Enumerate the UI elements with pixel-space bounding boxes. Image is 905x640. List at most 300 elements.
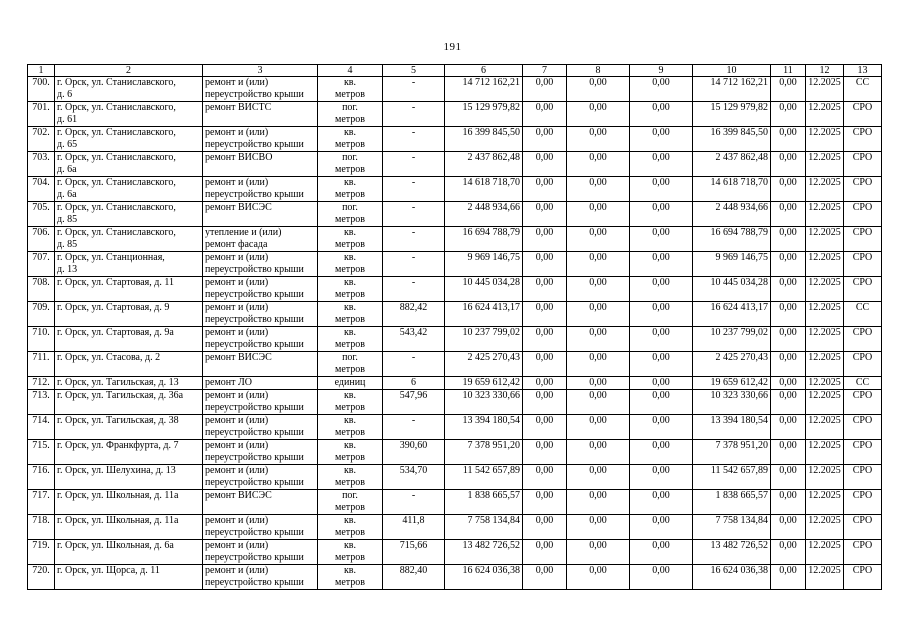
- unit-cell: [318, 377, 383, 390]
- address-cell: [55, 227, 203, 252]
- unit-cell: [318, 540, 383, 565]
- fund-cell-9: 0,00: [630, 152, 693, 177]
- work-type-cell: [203, 177, 318, 202]
- column-header: 13: [844, 65, 882, 77]
- table-row: [28, 127, 882, 152]
- fund-cell-7: 0,00: [523, 465, 567, 490]
- unit-cell: [318, 252, 383, 277]
- address-cell-line: г. Орск, ул. Шелухина, д. 13: [57, 465, 176, 476]
- address-cell: [55, 565, 203, 590]
- fund-cell-11: 0,00: [771, 277, 806, 302]
- work-type-cell-line: переустройство крыши: [205, 139, 304, 150]
- fund-type-cell: СРО: [844, 127, 882, 152]
- row-number-cell: 704.: [28, 177, 55, 202]
- table-row: [28, 302, 882, 327]
- unit-cell-line: единиц: [334, 377, 366, 388]
- unit-cell-line: пог.: [342, 102, 358, 113]
- work-type-cell-line: переустройство крыши: [205, 452, 304, 463]
- fund-cell-11: 0,00: [771, 202, 806, 227]
- unit-cell: [318, 202, 383, 227]
- row-number-cell: 700.: [28, 77, 55, 102]
- work-type-cell-line: переустройство крыши: [205, 477, 304, 488]
- total-cost-cell: 19 659 612,42: [445, 377, 523, 390]
- unit-cell-line: пог.: [342, 352, 358, 363]
- unit-cell: [318, 465, 383, 490]
- fund-cell-11: 0,00: [771, 390, 806, 415]
- work-type-cell: [203, 565, 318, 590]
- address-cell: [55, 127, 203, 152]
- work-type-cell: [203, 540, 318, 565]
- row-number-cell: 718.: [28, 515, 55, 540]
- quantity-cell: 543,42: [383, 327, 445, 352]
- address-cell-line: г. Орск, ул. Стасова, д. 2: [57, 352, 161, 363]
- work-type-cell: [203, 227, 318, 252]
- quantity-cell: -: [383, 202, 445, 227]
- work-type-cell-line: переустройство крыши: [205, 189, 304, 200]
- address-cell: [55, 152, 203, 177]
- address-cell-line: г. Орск, ул. Школьная, д. 11а: [57, 490, 179, 501]
- unit-cell: [318, 177, 383, 202]
- fund-cell-7: 0,00: [523, 377, 567, 390]
- address-cell-line: г. Орск, ул. Станиславского,: [57, 202, 176, 213]
- fund-cell-11: 0,00: [771, 415, 806, 440]
- work-type-cell: [203, 490, 318, 515]
- table-row: [28, 202, 882, 227]
- work-type-cell-line: ремонт ЛО: [205, 377, 252, 388]
- work-type-cell: [203, 252, 318, 277]
- work-type-cell: [203, 202, 318, 227]
- fund-cell-8: 0,00: [567, 127, 630, 152]
- fund-cell-8: 0,00: [567, 352, 630, 377]
- unit-cell-line: метров: [335, 477, 365, 488]
- total-cost-cell: 13 394 180,54: [445, 415, 523, 440]
- unit-cell: [318, 127, 383, 152]
- row-number-cell: 708.: [28, 277, 55, 302]
- table-row: [28, 77, 882, 102]
- fund-type-cell: СРО: [844, 415, 882, 440]
- work-type-cell-line: переустройство крыши: [205, 577, 304, 588]
- column-header: 8: [567, 65, 630, 77]
- fund-type-cell: СРО: [844, 277, 882, 302]
- fund-cell-9: 0,00: [630, 540, 693, 565]
- completion-date-cell: 12.2025: [806, 352, 844, 377]
- unit-cell-line: метров: [335, 552, 365, 563]
- fund-cell-11: 0,00: [771, 465, 806, 490]
- unit-cell: [318, 440, 383, 465]
- owner-funds-cell: 16 399 845,50: [693, 127, 771, 152]
- fund-cell-8: 0,00: [567, 277, 630, 302]
- completion-date-cell: 12.2025: [806, 565, 844, 590]
- column-header: 6: [445, 65, 523, 77]
- address-cell: [55, 177, 203, 202]
- work-type-cell-line: ремонт и (или): [205, 302, 269, 313]
- address-cell-line: г. Орск, ул. Стартовая, д. 9: [57, 302, 170, 313]
- fund-type-cell: СРО: [844, 327, 882, 352]
- table-row: [28, 490, 882, 515]
- work-type-cell: [203, 102, 318, 127]
- address-cell-line: д. 13: [57, 264, 78, 275]
- table-row: [28, 415, 882, 440]
- completion-date-cell: 12.2025: [806, 127, 844, 152]
- quantity-cell: 715,66: [383, 540, 445, 565]
- total-cost-cell: 10 445 034,28: [445, 277, 523, 302]
- work-type-cell-line: переустройство крыши: [205, 89, 304, 100]
- total-cost-cell: 2 437 862,48: [445, 152, 523, 177]
- fund-cell-8: 0,00: [567, 415, 630, 440]
- work-type-cell-line: ремонт и (или): [205, 440, 269, 451]
- table-row: [28, 102, 882, 127]
- row-number-cell: 711.: [28, 352, 55, 377]
- address-cell: [55, 440, 203, 465]
- column-header: 9: [630, 65, 693, 77]
- unit-cell-line: метров: [335, 339, 365, 350]
- row-number-cell: 709.: [28, 302, 55, 327]
- unit-cell: [318, 390, 383, 415]
- fund-cell-9: 0,00: [630, 352, 693, 377]
- table-row: [28, 327, 882, 352]
- unit-cell-line: кв.: [343, 415, 357, 426]
- quantity-cell: -: [383, 77, 445, 102]
- address-cell-line: г. Орск, ул. Станиславского,: [57, 152, 176, 163]
- unit-cell-line: кв.: [343, 227, 357, 238]
- owner-funds-cell: 14 712 162,21: [693, 77, 771, 102]
- unit-cell-line: кв.: [343, 252, 357, 263]
- work-type-cell: [203, 127, 318, 152]
- address-cell-line: г. Орск, ул. Стартовая, д. 11: [57, 277, 174, 288]
- total-cost-cell: 16 694 788,79: [445, 227, 523, 252]
- address-cell-line: г. Орск, ул. Станиславского,: [57, 227, 176, 238]
- work-type-cell: [203, 465, 318, 490]
- address-cell-line: г. Орск, ул. Станиславского,: [57, 77, 176, 88]
- unit-cell-line: кв.: [343, 390, 357, 401]
- quantity-cell: 547,96: [383, 390, 445, 415]
- row-number-cell: 715.: [28, 440, 55, 465]
- fund-cell-7: 0,00: [523, 102, 567, 127]
- unit-cell-line: кв.: [343, 177, 357, 188]
- unit-cell: [318, 102, 383, 127]
- row-number-cell: 717.: [28, 490, 55, 515]
- fund-cell-7: 0,00: [523, 277, 567, 302]
- fund-cell-11: 0,00: [771, 327, 806, 352]
- work-type-cell: [203, 415, 318, 440]
- work-type-cell: [203, 352, 318, 377]
- work-type-cell-line: ремонт и (или): [205, 515, 269, 526]
- unit-cell: [318, 515, 383, 540]
- quantity-cell: -: [383, 102, 445, 127]
- quantity-cell: -: [383, 415, 445, 440]
- unit-cell-line: метров: [335, 502, 365, 513]
- table-row: [28, 227, 882, 252]
- work-type-cell-line: переустройство крыши: [205, 314, 304, 325]
- owner-funds-cell: 16 624 036,38: [693, 565, 771, 590]
- table-row: [28, 515, 882, 540]
- fund-cell-8: 0,00: [567, 377, 630, 390]
- quantity-cell: -: [383, 227, 445, 252]
- unit-cell-line: метров: [335, 452, 365, 463]
- fund-type-cell: СРО: [844, 490, 882, 515]
- work-type-cell-line: ремонт и (или): [205, 177, 269, 188]
- unit-cell: [318, 277, 383, 302]
- table-row: [28, 540, 882, 565]
- unit-cell-line: метров: [335, 214, 365, 225]
- quantity-cell: -: [383, 277, 445, 302]
- fund-type-cell: СРО: [844, 177, 882, 202]
- fund-type-cell: СС: [844, 377, 882, 390]
- repair-schedule-table: [27, 64, 882, 590]
- quantity-cell: 411,8: [383, 515, 445, 540]
- address-cell: [55, 377, 203, 390]
- address-cell-line: г. Орск, ул. Станиславского,: [57, 127, 176, 138]
- fund-cell-11: 0,00: [771, 152, 806, 177]
- column-header: 3: [203, 65, 318, 77]
- fund-cell-8: 0,00: [567, 390, 630, 415]
- address-cell-line: г. Орск, ул. Щорса, д. 11: [57, 565, 160, 576]
- fund-cell-7: 0,00: [523, 540, 567, 565]
- owner-funds-cell: 19 659 612,42: [693, 377, 771, 390]
- fund-cell-11: 0,00: [771, 540, 806, 565]
- fund-cell-7: 0,00: [523, 227, 567, 252]
- completion-date-cell: 12.2025: [806, 540, 844, 565]
- unit-cell-line: метров: [335, 314, 365, 325]
- fund-cell-9: 0,00: [630, 377, 693, 390]
- total-cost-cell: 9 969 146,75: [445, 252, 523, 277]
- fund-cell-8: 0,00: [567, 490, 630, 515]
- fund-cell-7: 0,00: [523, 177, 567, 202]
- address-cell: [55, 77, 203, 102]
- fund-type-cell: СРО: [844, 227, 882, 252]
- fund-cell-11: 0,00: [771, 515, 806, 540]
- fund-type-cell: СРО: [844, 202, 882, 227]
- work-type-cell-line: утепление и (или): [205, 227, 282, 238]
- unit-cell-line: кв.: [343, 515, 357, 526]
- unit-cell-line: метров: [335, 402, 365, 413]
- fund-cell-7: 0,00: [523, 202, 567, 227]
- work-type-cell-line: ремонт ВИСВО: [205, 152, 273, 163]
- quantity-cell: -: [383, 352, 445, 377]
- unit-cell: [318, 327, 383, 352]
- total-cost-cell: 11 542 657,89: [445, 465, 523, 490]
- unit-cell-line: кв.: [343, 277, 357, 288]
- total-cost-cell: 7 378 951,20: [445, 440, 523, 465]
- owner-funds-cell: 10 237 799,02: [693, 327, 771, 352]
- fund-cell-11: 0,00: [771, 77, 806, 102]
- quantity-cell: 390,60: [383, 440, 445, 465]
- address-cell-line: г. Орск, ул. Школьная, д. 11а: [57, 515, 179, 526]
- work-type-cell-line: ремонт и (или): [205, 127, 269, 138]
- fund-cell-9: 0,00: [630, 302, 693, 327]
- work-type-cell: [203, 302, 318, 327]
- fund-cell-8: 0,00: [567, 327, 630, 352]
- row-number-cell: 710.: [28, 327, 55, 352]
- column-header: 4: [318, 65, 383, 77]
- owner-funds-cell: 16 694 788,79: [693, 227, 771, 252]
- unit-cell-line: кв.: [343, 565, 357, 576]
- quantity-cell: -: [383, 127, 445, 152]
- fund-cell-8: 0,00: [567, 177, 630, 202]
- fund-cell-7: 0,00: [523, 327, 567, 352]
- fund-cell-8: 0,00: [567, 152, 630, 177]
- unit-cell: [318, 77, 383, 102]
- fund-cell-11: 0,00: [771, 227, 806, 252]
- fund-cell-9: 0,00: [630, 465, 693, 490]
- work-type-cell-line: переустройство крыши: [205, 527, 304, 538]
- work-type-cell-line: ремонт ВИСЭС: [205, 352, 272, 363]
- address-cell: [55, 277, 203, 302]
- row-number-cell: 714.: [28, 415, 55, 440]
- total-cost-cell: 16 399 845,50: [445, 127, 523, 152]
- owner-funds-cell: 2 437 862,48: [693, 152, 771, 177]
- unit-cell-line: кв.: [343, 302, 357, 313]
- table-row: [28, 152, 882, 177]
- work-type-cell-line: ремонт фасада: [205, 239, 268, 250]
- fund-cell-11: 0,00: [771, 440, 806, 465]
- address-cell-line: д. 6: [57, 89, 73, 100]
- fund-cell-7: 0,00: [523, 415, 567, 440]
- fund-cell-9: 0,00: [630, 327, 693, 352]
- owner-funds-cell: 9 969 146,75: [693, 252, 771, 277]
- owner-funds-cell: 7 758 134,84: [693, 515, 771, 540]
- quantity-cell: 6: [383, 377, 445, 390]
- total-cost-cell: 2 448 934,66: [445, 202, 523, 227]
- table-row: [28, 252, 882, 277]
- fund-cell-7: 0,00: [523, 515, 567, 540]
- fund-cell-7: 0,00: [523, 252, 567, 277]
- fund-cell-7: 0,00: [523, 440, 567, 465]
- unit-cell: [318, 302, 383, 327]
- fund-cell-8: 0,00: [567, 465, 630, 490]
- completion-date-cell: 12.2025: [806, 202, 844, 227]
- fund-cell-9: 0,00: [630, 565, 693, 590]
- unit-cell: [318, 227, 383, 252]
- unit-cell-line: метров: [335, 139, 365, 150]
- address-cell-line: г. Орск, ул. Станционная,: [57, 252, 165, 263]
- fund-cell-8: 0,00: [567, 227, 630, 252]
- column-number-row: [28, 65, 882, 77]
- fund-cell-9: 0,00: [630, 127, 693, 152]
- work-type-cell-line: переустройство крыши: [205, 264, 304, 275]
- fund-type-cell: СРО: [844, 540, 882, 565]
- work-type-cell: [203, 377, 318, 390]
- fund-cell-8: 0,00: [567, 440, 630, 465]
- unit-cell-line: кв.: [343, 77, 357, 88]
- table-row: [28, 440, 882, 465]
- fund-cell-11: 0,00: [771, 565, 806, 590]
- column-header: 5: [383, 65, 445, 77]
- total-cost-cell: 7 758 134,84: [445, 515, 523, 540]
- work-type-cell: [203, 77, 318, 102]
- fund-cell-7: 0,00: [523, 127, 567, 152]
- fund-type-cell: СРО: [844, 565, 882, 590]
- owner-funds-cell: 15 129 979,82: [693, 102, 771, 127]
- completion-date-cell: 12.2025: [806, 327, 844, 352]
- address-cell: [55, 327, 203, 352]
- fund-type-cell: СРО: [844, 440, 882, 465]
- address-cell: [55, 465, 203, 490]
- address-cell-line: г. Орск, ул. Станиславского,: [57, 102, 176, 113]
- fund-cell-9: 0,00: [630, 102, 693, 127]
- total-cost-cell: 1 838 665,57: [445, 490, 523, 515]
- unit-cell: [318, 565, 383, 590]
- completion-date-cell: 12.2025: [806, 465, 844, 490]
- completion-date-cell: 12.2025: [806, 377, 844, 390]
- owner-funds-cell: 16 624 413,17: [693, 302, 771, 327]
- total-cost-cell: 14 618 718,70: [445, 177, 523, 202]
- owner-funds-cell: 10 323 330,66: [693, 390, 771, 415]
- work-type-cell-line: ремонт и (или): [205, 252, 269, 263]
- work-type-cell-line: ремонт и (или): [205, 465, 269, 476]
- address-cell: [55, 102, 203, 127]
- address-cell-line: г. Орск, ул. Тагильская, д. 38: [57, 415, 179, 426]
- owner-funds-cell: 7 378 951,20: [693, 440, 771, 465]
- table-row: [28, 352, 882, 377]
- completion-date-cell: 12.2025: [806, 177, 844, 202]
- fund-type-cell: СРО: [844, 465, 882, 490]
- table-row: [28, 565, 882, 590]
- completion-date-cell: 12.2025: [806, 390, 844, 415]
- unit-cell: [318, 490, 383, 515]
- work-type-cell-line: ремонт и (или): [205, 277, 269, 288]
- quantity-cell: -: [383, 152, 445, 177]
- owner-funds-cell: 10 445 034,28: [693, 277, 771, 302]
- address-cell: [55, 352, 203, 377]
- total-cost-cell: 10 323 330,66: [445, 390, 523, 415]
- address-cell: [55, 515, 203, 540]
- unit-cell-line: пог.: [342, 152, 358, 163]
- table-row: [28, 277, 882, 302]
- quantity-cell: -: [383, 490, 445, 515]
- work-type-cell-line: ремонт и (или): [205, 565, 269, 576]
- address-cell-line: г. Орск, ул. Школьная, д. 6а: [57, 540, 174, 551]
- unit-cell: [318, 352, 383, 377]
- quantity-cell: -: [383, 177, 445, 202]
- fund-cell-8: 0,00: [567, 565, 630, 590]
- address-cell-line: г. Орск, ул. Станиславского,: [57, 177, 176, 188]
- fund-cell-7: 0,00: [523, 302, 567, 327]
- address-cell-line: д. 85: [57, 214, 78, 225]
- total-cost-cell: 14 712 162,21: [445, 77, 523, 102]
- fund-type-cell: СРО: [844, 152, 882, 177]
- total-cost-cell: 13 482 726,52: [445, 540, 523, 565]
- column-header: 12: [806, 65, 844, 77]
- fund-cell-9: 0,00: [630, 390, 693, 415]
- fund-cell-9: 0,00: [630, 227, 693, 252]
- work-type-cell: [203, 277, 318, 302]
- table-body: [28, 77, 882, 590]
- unit-cell-line: кв.: [343, 440, 357, 451]
- row-number-cell: 705.: [28, 202, 55, 227]
- table-row: [28, 465, 882, 490]
- unit-cell-line: метров: [335, 289, 365, 300]
- unit-cell-line: метров: [335, 577, 365, 588]
- owner-funds-cell: 13 482 726,52: [693, 540, 771, 565]
- fund-cell-7: 0,00: [523, 77, 567, 102]
- row-number-cell: 719.: [28, 540, 55, 565]
- work-type-cell-line: ремонт ВИСТС: [205, 102, 272, 113]
- completion-date-cell: 12.2025: [806, 277, 844, 302]
- fund-cell-7: 0,00: [523, 490, 567, 515]
- owner-funds-cell: 14 618 718,70: [693, 177, 771, 202]
- unit-cell-line: кв.: [343, 327, 357, 338]
- completion-date-cell: 12.2025: [806, 102, 844, 127]
- row-number-cell: 720.: [28, 565, 55, 590]
- unit-cell: [318, 415, 383, 440]
- row-number-cell: 713.: [28, 390, 55, 415]
- owner-funds-cell: 11 542 657,89: [693, 465, 771, 490]
- unit-cell-line: кв.: [343, 465, 357, 476]
- column-header: 11: [771, 65, 806, 77]
- completion-date-cell: 12.2025: [806, 302, 844, 327]
- completion-date-cell: 12.2025: [806, 227, 844, 252]
